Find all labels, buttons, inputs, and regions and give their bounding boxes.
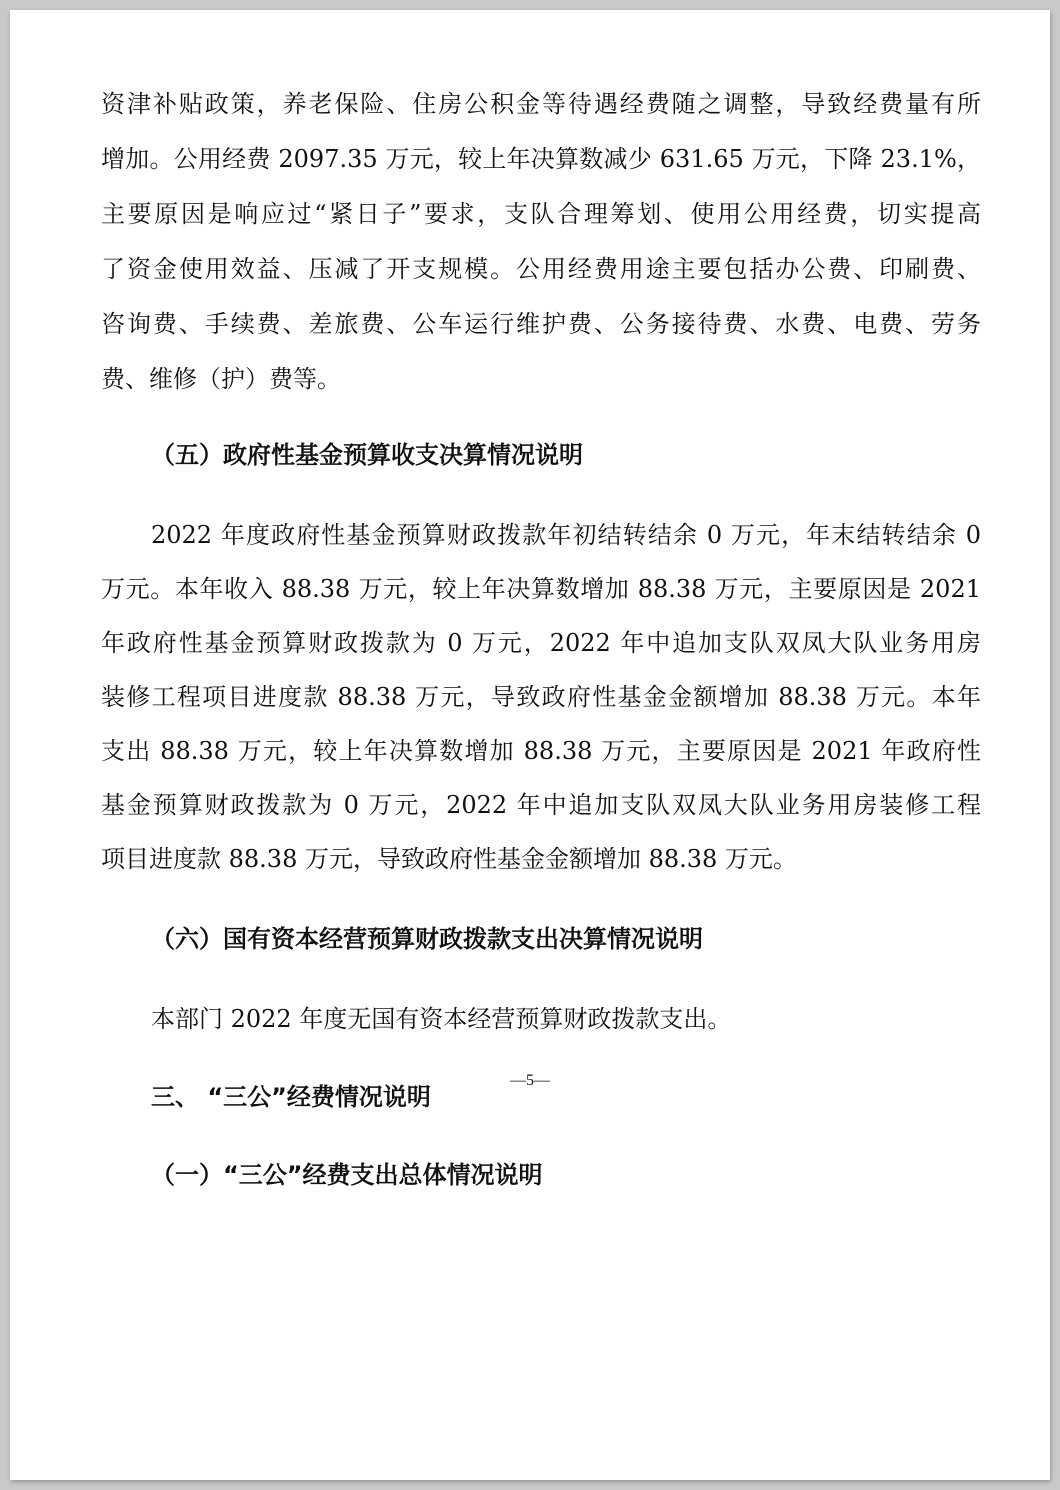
paragraph-line: 年政府性基金预算财政拨款为 0 万元，2022 年中追加支队双凤大队业务用房 (101, 629, 981, 657)
paragraph-line: 咨询费、手续费、差旅费、公车运行维护费、公务接待费、水费、电费、劳务 (101, 310, 981, 338)
section-heading-5: （五）政府性基金预算收支决算情况说明 (151, 441, 583, 469)
subsection-heading-3-1: （一）“三公”经费支出总体情况说明 (151, 1161, 543, 1189)
paragraph-line: 费、维修（护）费等。 (101, 365, 341, 393)
paragraph-line: 资津补贴政策，养老保险、住房公积金等待遇经费随之调整，导致经费量有所 (101, 90, 981, 118)
page-number: —5— (510, 1072, 550, 1089)
paragraph-line: 本部门 2022 年度无国有资本经营预算财政拨款支出。 (151, 1005, 732, 1033)
paragraph-line: 项目进度款 88.38 万元，导致政府性基金金额增加 88.38 万元。 (101, 845, 797, 873)
paragraph-line: 支出 88.38 万元，较上年决算数增加 88.38 万元，主要原因是 2021 年政府性 (101, 737, 981, 765)
paragraph-line: 2022 年度政府性基金预算财政拨款年初结转结余 0 万元，年末结转结余 0 (151, 521, 981, 549)
paragraph-line: 万元。本年收入 88.38 万元，较上年决算数增加 88.38 万元，主要原因是 2021 (101, 575, 981, 603)
document-page (10, 10, 1050, 1480)
paragraph-line: 装修工程项目进度款 88.38 万元，导致政府性基金金额增加 88.38 万元。本年 (101, 683, 981, 711)
paragraph-line: 增加。公用经费 2097.35 万元，较上年决算数减少 631.65 万元，下降 23.1%， (101, 145, 981, 173)
section-heading-3: 三、 “三公”经费情况说明 (151, 1083, 431, 1111)
paragraph-line: 主要原因是响应过“紧日子”要求，支队合理筹划、使用公用经费，切实提高 (101, 200, 981, 228)
section-heading-6: （六）国有资本经营预算财政拨款支出决算情况说明 (151, 925, 703, 953)
paragraph-line: 基金预算财政拨款为 0 万元，2022 年中追加支队双凤大队业务用房装修工程 (101, 791, 981, 819)
paragraph-line: 了资金使用效益、压减了开支规模。公用经费用途主要包括办公费、印刷费、 (101, 255, 981, 283)
